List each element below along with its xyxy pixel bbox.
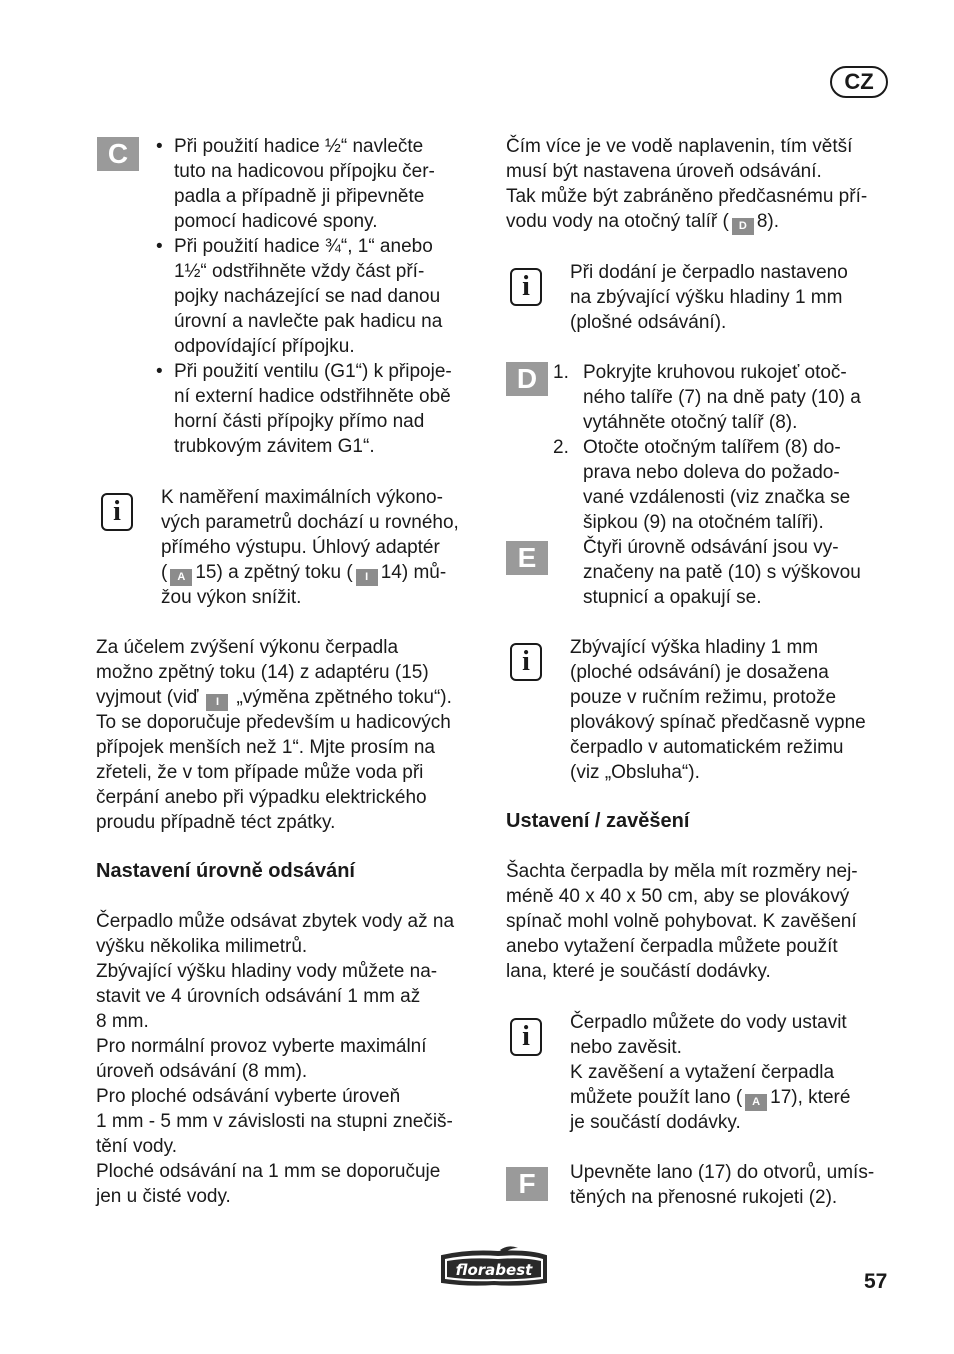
bullet-item: • Při použití hadice ¾“, 1“ anebo 1½“ odstřihněte vždy část pří- pojky nacházející se nad danou úrovní a navlečte pak hadicu na odpovídající přípojku.: [156, 236, 443, 357]
section-marker-c: C: [97, 137, 139, 171]
step-item: 2. Otočte otočným talířem (8) do- prava nebo doleva do požado- vané vzdálenosti (viz značka se šipkou (9) na otočném talíři). Čtyři úrovně odsávání jsou vy- značeny na patě (10) s výškovou stupnicí a opakují se.: [553, 437, 861, 608]
bullet-item: • Při použití ventilu (G1“) k připoje- ní externí hadice odstřihněte obě horní části přípojky přímo nad trubkovým závitem G1“.: [156, 361, 452, 457]
info-icon: i: [510, 268, 542, 306]
info-icon: i: [101, 493, 133, 531]
info-note-delivery: Při dodání je čerpadlo nastaveno na zbývající výšku hladiny 1 mm (plošné odsávání).: [570, 262, 848, 333]
section-heading: Ustavení / zavěšení: [506, 810, 690, 832]
language-badge: CZ: [830, 66, 888, 98]
info-note-hanging: Čerpadlo můžete do vody ustavit nebo zavěsit. K zavěšení a vytažení čerpadla můžete použít lano ( A 17), které je součástí dodávky.: [570, 1012, 851, 1133]
figure-ref-d-icon: D: [732, 218, 754, 235]
section-marker-f: F: [506, 1167, 548, 1201]
info-icon: i: [510, 643, 542, 681]
info-icon: i: [510, 1018, 542, 1056]
figure-ref-a-icon: A: [170, 569, 192, 586]
paragraph-suction-level: Čerpadlo může odsávat zbytek vody až na výšku několika milimetrů. Zbývající výšku hladiny vody můžete na- stavit ve 4 úrovních odsávání 1 mm až 8 mm. Pro normální provoz vyberte maximální úroveň odsávání (8 mm). Pro ploché odsávání vyberte úroveň 1 mm - 5 mm v závislosti na stupni znečiš- tění vody. Ploché odsávání na 1 mm se doporučuje jen u čisté vody.: [96, 911, 455, 1207]
section-marker-d: D: [506, 362, 548, 396]
bullet-item: • Při použití hadice ½“ navlečte tuto na hadicovou přípojku čer- padla a případně ji připevněte pomocí hadicové spony.: [156, 136, 435, 232]
figure-ref-i-icon: I: [356, 569, 378, 586]
step-item: 1. Pokryjte kruhovou rukojeť otoč- ného talíře (7) na dně paty (10) a vytáhněte otočný talíř (8).: [553, 362, 861, 433]
info-note-manual-mode: Zbývající výška hladiny 1 mm (ploché odsávání) je dosažena pouze v ručním režimu, protože plovákový spínač předčasně vypne čerpadlo v automatickém režimu (viz „Obsluha“).: [570, 637, 866, 783]
section-heading: Nastavení úrovně odsávání: [96, 860, 355, 882]
paragraph-sediment: Čím více je ve vodě naplavenin, tím větší musí být nastavena úroveň odsávání. Tak může být zabráněno předčasnému pří- vodu vody na otočný talíř ( D 8).: [506, 134, 867, 234]
page-number: 57: [864, 1270, 888, 1293]
figure-ref-i-icon: I: [206, 694, 228, 711]
section-marker-e: E: [506, 541, 548, 575]
paragraph-shaft: Šachta čerpadla by měla mít rozměry nej- méně 40 x 40 x 50 cm, aby se plovákový spínač mohl volně pohybovat. K zavěšení anebo vytažení čerpadla můžete použít lana, které je součástí dodávky.: [506, 861, 858, 982]
info-note-measurement: K naměření maximálních výkono- vých parametrů dochází u rovného, přímého výstupu. Úhlový adaptér ( A 15) a zpětný toku ( I 14) mů- žou výkon snížit.: [161, 487, 459, 608]
paragraph-backflow: Za účelem zvýšení výkonu čerpadla možno zpětný toku (14) z adaptéru (15) vyjmout (viď I „výměna zpětného toku“). To se doporučuje především u hadicových přípojek menších než 1“. Mjte prosím na zřeteli, že v tom případe může voda při čerpání anebo při výpadku elektrického proudu případně téct zpátky.: [96, 637, 452, 833]
hose-bullet-list: [156, 134, 452, 459]
figure-ref-a-icon: A: [745, 1094, 767, 1111]
logo-text: florabest: [455, 1261, 533, 1279]
step-list: [553, 360, 861, 610]
florabest-logo: [438, 1246, 550, 1288]
paragraph-rope: Upevněte lano (17) do otvorů, umís- těných na přenosné rukojeti (2).: [570, 1162, 875, 1208]
